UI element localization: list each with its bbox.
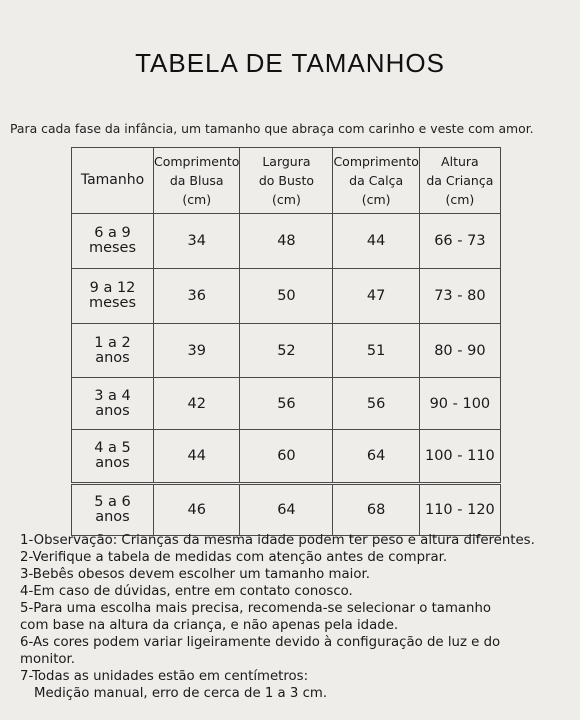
header-largura-busto: [240, 148, 333, 214]
altura-cell: 110 - 120: [419, 484, 500, 536]
calca-cell: 47: [333, 269, 419, 324]
blusa-cell: 34: [154, 214, 240, 269]
altura-cell: 90 - 100: [419, 378, 500, 430]
table-row: [72, 269, 501, 324]
size-unit: meses: [88, 240, 137, 256]
size-cell: [72, 484, 154, 536]
busto-cell: 48: [240, 214, 333, 269]
size-cell: [72, 324, 154, 378]
header-tamanho: [72, 148, 154, 214]
note-line: com base na altura da criança, e não apenas pela idade.: [20, 618, 399, 633]
header-comprimento-calca: [333, 148, 419, 214]
size-unit: anos: [95, 509, 130, 525]
header-line: da Criança: [426, 173, 494, 188]
note-line: 6-As cores podem variar ligeiramente devido à configuração de luz e do: [20, 635, 501, 650]
header-unit: (cm): [361, 192, 391, 207]
busto-cell: 52: [240, 324, 333, 378]
altura-cell: 100 - 110: [419, 430, 500, 484]
table-row: [72, 430, 501, 484]
size-unit: meses: [88, 295, 137, 311]
busto-cell: 50: [240, 269, 333, 324]
size-unit: anos: [95, 455, 130, 471]
blusa-cell: 46: [154, 484, 240, 536]
header-altura-crianca: [419, 148, 500, 214]
size-unit: anos: [95, 402, 130, 419]
header-line: Comprimento: [333, 154, 419, 169]
subtitle: Para cada fase da infância, um tamanho que abraça com carinho e veste com amor.: [10, 121, 534, 136]
calca-cell: 56: [333, 378, 419, 430]
altura-cell: 73 - 80: [419, 269, 500, 324]
notes-list: [20, 532, 576, 702]
size-cell: [72, 269, 154, 324]
size-range: 5 a 6: [94, 494, 131, 510]
note-line: 3-Bebês obesos devem escolher um tamanho maior.: [20, 567, 370, 582]
header-line: do Busto: [258, 173, 314, 188]
table-row: [72, 484, 501, 536]
calca-cell: 44: [333, 214, 419, 269]
size-cell: [72, 430, 154, 484]
size-range: 4 a 5: [94, 440, 131, 456]
table-row: [72, 378, 501, 430]
note-line: 4-Em caso de dúvidas, entre em contato conosco.: [20, 584, 353, 599]
busto-cell: 64: [240, 484, 333, 536]
note-line: 2-Verifique a tabela de medidas com atenção antes de comprar.: [20, 550, 448, 565]
note-line: monitor.: [20, 652, 76, 667]
header-line: Largura: [262, 154, 311, 169]
note-line: 1-Observação: Crianças da mesma idade podem ter peso e altura diferentes.: [20, 533, 535, 548]
blusa-cell: 42: [154, 378, 240, 430]
altura-cell: 66 - 73: [419, 214, 500, 269]
note-line: 5-Para uma escolha mais precisa, recomenda-se selecionar o tamanho: [20, 601, 492, 616]
header-unit: (cm): [445, 192, 475, 207]
size-table: [71, 147, 501, 536]
header-line: da Blusa: [169, 173, 224, 188]
blusa-cell: 44: [154, 430, 240, 484]
calca-cell: 51: [333, 324, 419, 378]
header-line: Comprimento: [154, 154, 240, 169]
header-line: Altura: [441, 154, 479, 169]
note-line: Medição manual, erro de cerca de 1 a 3 cm.: [34, 686, 328, 701]
note-line: 7-Todas as unidades estão em centímetros:: [20, 669, 309, 684]
size-cell: [72, 378, 154, 430]
altura-cell: 80 - 90: [419, 324, 500, 378]
size-range: 3 a 4: [94, 387, 131, 404]
header-comprimento-blusa: [154, 148, 240, 214]
table-row: [72, 324, 501, 378]
table-row: [72, 214, 501, 269]
size-range: 9 a 12: [89, 280, 136, 296]
calca-cell: 68: [333, 484, 419, 536]
size-range: 1 a 2: [94, 334, 131, 351]
calca-cell: 64: [333, 430, 419, 484]
header-tamanho-label: Tamanho: [80, 172, 145, 188]
size-cell: [72, 214, 154, 269]
size-range: 6 a 9: [94, 225, 131, 241]
blusa-cell: 39: [154, 324, 240, 378]
header-unit: (cm): [272, 192, 301, 207]
table-header-row: [72, 148, 501, 214]
header-line: da Calça: [349, 173, 404, 188]
blusa-cell: 36: [154, 269, 240, 324]
page-title: TABELA DE TAMANHOS: [135, 48, 445, 78]
busto-cell: 56: [240, 378, 333, 430]
header-unit: (cm): [182, 192, 212, 207]
busto-cell: 60: [240, 430, 333, 484]
size-unit: anos: [95, 349, 130, 366]
